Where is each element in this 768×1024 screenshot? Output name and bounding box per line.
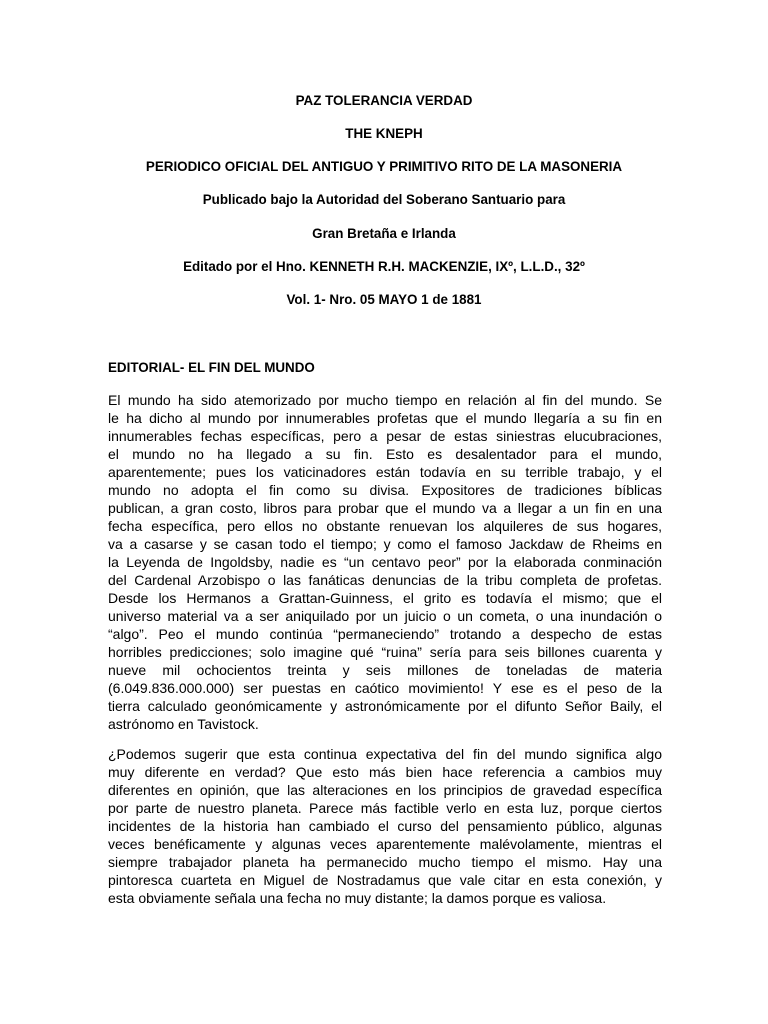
- paragraph-line: universo material va a ser aniquilado por un juicio o un cometa, o una inundación o: [108, 608, 662, 624]
- paragraph-line: El mundo ha sido atemorizado por mucho tiempo en relación al fin del mundo. Se: [108, 392, 662, 408]
- paragraph-line: diferentes en opinión, que las alteraciones en los principios de gravedad específica: [108, 782, 662, 798]
- paragraph-line: innumerables fechas específicas, pero a pesar de estas siniestras elucubraciones,: [108, 428, 662, 444]
- header-issue: Vol. 1- Nro. 05 MAYO 1 de 1881: [286, 292, 482, 307]
- paragraph-line: horribles predicciones; solo imagine qué “ruina” sería para seis billones cuarenta y: [108, 644, 662, 660]
- paragraph-line: mundo no adopta el fin como su divisa. Expositores de tradiciones bíblicas: [108, 482, 662, 498]
- paragraph-line: incidentes de la historia han cambiado el curso del pensamiento público, algunas: [108, 818, 662, 834]
- paragraph-line: siempre trabajador planeta ha permanecido mucho tiempo el mismo. Hay una: [108, 854, 662, 870]
- paragraph-line: aparentemente; pues los vaticinadores están todavía en su terrible trabajo, y el: [108, 464, 662, 480]
- header-region: Gran Bretaña e Irlanda: [312, 226, 456, 241]
- paragraph-line: por parte de nuestro planeta. Parece más factible verlo en esta luz, porque ciertos: [108, 800, 662, 816]
- paragraph-line: el mundo no ha llegado a su fin. Esto es desalentador para el mundo,: [108, 446, 662, 462]
- paragraph-line: nueve mil ochocientos treinta y seis millones de toneladas de materia: [108, 662, 662, 678]
- paragraph-line: la Leyenda de Ingoldsby, nadie es “un centavo peor” por la elaborada conminación: [108, 554, 662, 570]
- editorial-heading: EDITORIAL- EL FIN DEL MUNDO: [108, 360, 315, 375]
- paragraph-line: fecha específica, pero ellos no obstante renuevan los alquileres de sus hogares,: [108, 518, 662, 534]
- paragraph-line: (6.049.836.000.000) ser puestas en caótico movimiento! Y ese es el peso de la: [108, 680, 662, 696]
- header-motto: PAZ TOLERANCIA VERDAD: [295, 93, 473, 108]
- header-title: THE KNEPH: [345, 126, 423, 141]
- paragraph-line: tierra calculado geonómicamente y astronómicamente por el difunto Señor Baily, el: [108, 698, 662, 714]
- paragraph-line: muy diferente en verdad? Que esto más bien hace referencia a cambios muy: [108, 764, 662, 780]
- paragraph-line: publican, a gran costo, libros para probar que el mundo va a llegar a un fin en una: [108, 500, 662, 516]
- paragraph-line: “algo”. Peo el mundo continúa “permaneciendo” trotando a despecho de estas: [108, 626, 662, 642]
- editorial-paragraph-1: [108, 391, 662, 733]
- paragraph-line: le ha dicho al mundo por innumerables profetas que el mundo llegaría a su fin en: [108, 410, 662, 426]
- paragraph-line: va a casarse y se casan todo el tiempo; y como el famoso Jackdaw de Rheims en: [108, 536, 662, 552]
- header-editor: Editado por el Hno. KENNETH R.H. MACKENZIE, IXº, L.L.D., 32º: [183, 259, 585, 274]
- paragraph-line: del Cardenal Arzobispo o las fanáticas denuncias de la tribu completa de profetas.: [108, 572, 662, 588]
- header-subtitle: PERIODICO OFICIAL DEL ANTIGUO Y PRIMITIVO RITO DE LA MASONERIA: [145, 159, 623, 174]
- header-authority: Publicado bajo la Autoridad del Soberano Santuario para: [202, 192, 566, 207]
- editorial-paragraph-2: [108, 745, 662, 907]
- paragraph-line: esta obviamente señala una fecha no muy distante; la damos porque es valiosa.: [108, 890, 607, 906]
- paragraph-line: veces benéficamente y algunas veces aparentemente malévolamente, mientras el: [108, 836, 662, 852]
- paragraph-line: pintoresca cuarteta en Miguel de Nostradamus que vale citar en esta conexión, y: [108, 872, 662, 888]
- paragraph-line: astrónomo en Tavistock.: [108, 716, 259, 732]
- paragraph-line: ¿Podemos sugerir que esta continua expectativa del fin del mundo significa algo: [108, 746, 662, 762]
- paragraph-line: Desde los Hermanos a Grattan-Guinness, el grito es todavía el mismo; que el: [108, 590, 662, 606]
